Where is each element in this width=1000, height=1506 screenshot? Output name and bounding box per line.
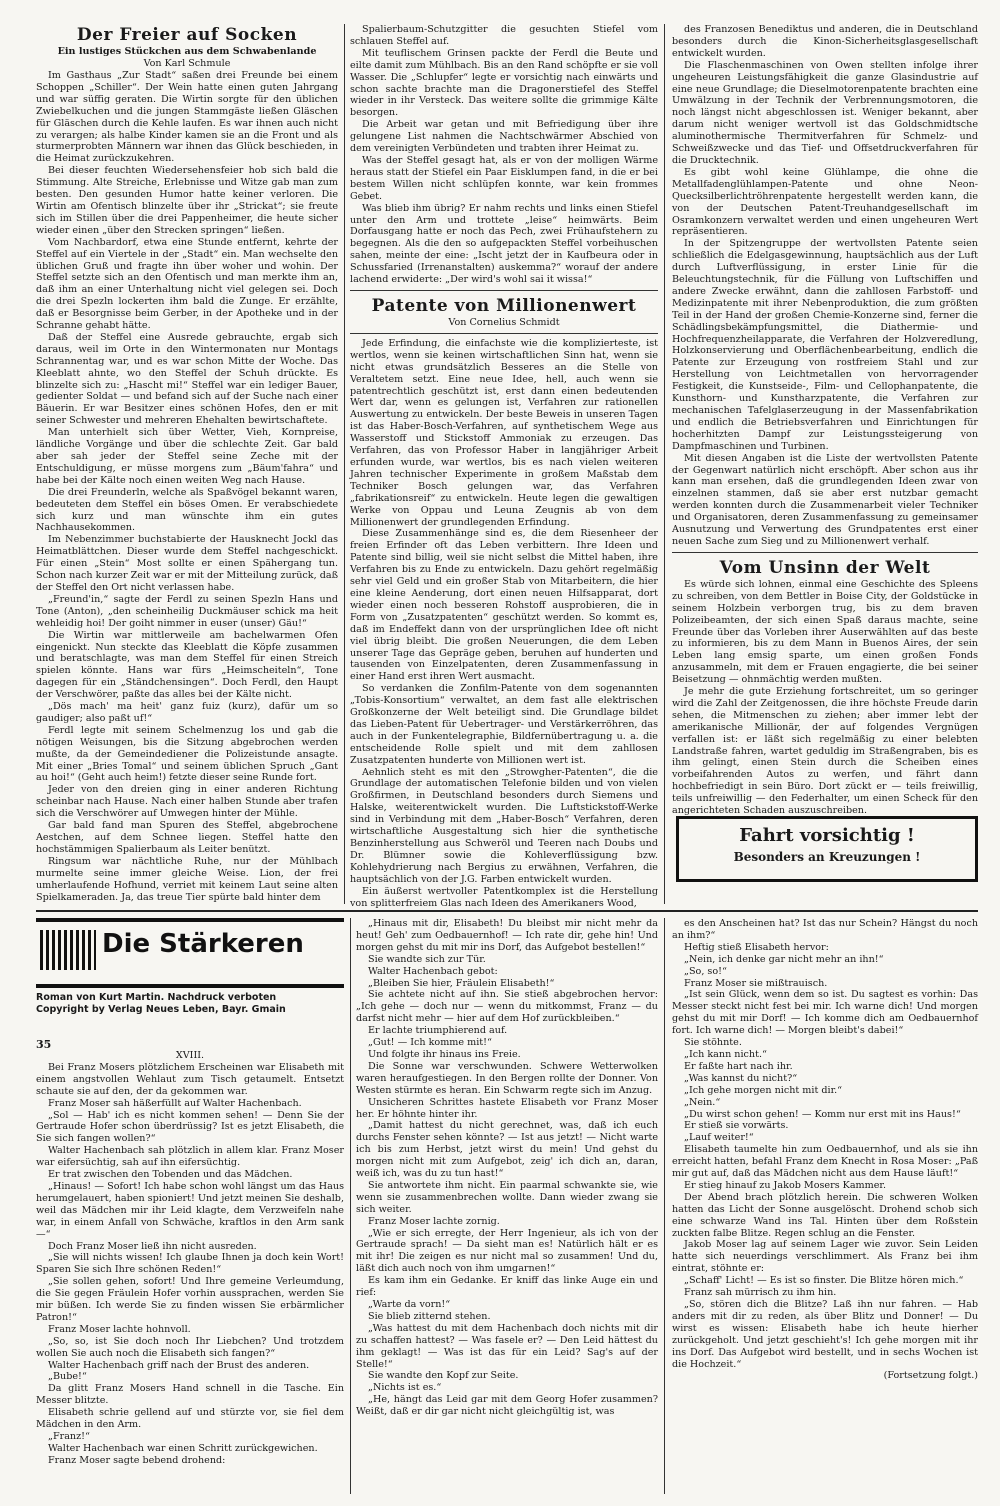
paragraph: Da glitt Franz Mosers Hand schnell in die Tasche. Ein Messer blitzte. (36, 1383, 344, 1407)
paragraph: Spalierbaum-Schutzgitter die gesuchten Stiefel vom schlauen Steffel auf. (350, 24, 658, 47)
paragraph: „Gut! — Ich komme mit!“ (368, 1037, 492, 1049)
paragraph: Sie achtete nicht auf ihn. Sie stieß abgebrochen hervor: „Ich gehe — doch nur — wenn du mitkommst, Franz — du darfst nicht mehr — hier auf dem Hof zurückbleiben.“ (356, 989, 658, 1025)
story-title: Der Freier auf Socken (76, 25, 298, 45)
paragraph: Er stieß sie vorwärts. (684, 1120, 789, 1132)
paragraph: es den Anscheinen hat? Ist das nur Schein? Hängst du noch an ihm?“ (672, 918, 978, 941)
paragraph: „Nein.“ (684, 1096, 721, 1108)
paragraph: „Was kannst du nicht?“ (684, 1072, 798, 1084)
chapter-heading: XVIII. (175, 1050, 205, 1061)
paragraph: Franz sah mürrisch zu ihm hin. (684, 1287, 837, 1299)
paragraph: Bei Franz Mosers plötzlichem Erscheinen war Elisabeth mit einem angstvollen Wehlaut zum Tisch getaumelt. Entsetzt schaute sie auf den, der da gekommen war. (36, 1061, 344, 1097)
paragraph: So verdanken die Zonfilm-Patente von dem sogenannten „Tobis-Konsortium“ verwaltet, an dem fast alle elektrischen Großkonzerne der Welt beteiligt sind. Die Grundlage bildet das Lieben-Patent für Uebertrager- und Verstärkerröhren, das auch in der Funkentelegraphie, Bildfernübertragung u. a. die entscheidende Rolle spielt und mit dem zahllosen Zusatzpatenten hunderte von Millionen wert ist. (350, 683, 658, 766)
article-unsinn-title: Vom Unsinn der Welt (719, 557, 931, 578)
paragraph: „So, stören dich die Blitze? Laß ihn nur fahren. — Hab anders mit dir zu reden, als über Blitz und Donner! — Du wirst es wissen: Elisabeth habe ich heute hierher zurückgeholt. Und jetzt geschieht's! Ich gehe morgen mit ihr ins Dorf. Das Aufgebot wird bestellt, und in sechs Wochen ist die Hochzeit.“ (672, 1299, 978, 1370)
paragraph: Ringsum war nächtliche Ruhe, nur der Mühlbach murmelte seine immer gleiche Weise. Lion, der frei umherlaufende Hofhund, verriet mit keinem Laut seine alten Spielkameraden. Ja, das treue Tier spürte bald hinter dem (36, 855, 338, 903)
paragraph: Jede Erfindung, die einfachste wie die komplizierteste, ist wertlos, wenn sie keinen wirtschaftlichen Sinn hat, wenn sie nicht etwas grundsätzlich Besseres an die Stelle von Veraltetem setzt. Eine neue Idee, hell, auch wenn sie patentrechtlich geschützt ist, erst dann einen bedeutenden Wert dar, wenn es gelungen ist, Verfahren zur rationellen Auswertung zu entwickeln. Der beste Beweis in unseren Tagen ist das Haber-Bosch-Verfahren, auf synthetischem Wege aus Wasserstoff und Stickstoff Ammoniak zu erzeugen. Das Verfahren, das von Professor Haber in langjähriger Arbeit erfunden wurde, war wertlos, bis es nach vielen weiteren Jahren technischer Experimente in großem Maßstab dem Techniker Bosch gelungen war, das Verfahren „fabrikationsreif“ zu entwickeln. Heute legen die gewaltigen Werke von Oppau und Leuna Zeugnis ab von dem Millionenwert der grundlegenden Erfindung. (350, 337, 658, 528)
paragraph: Walter Hachenbach gebot: (368, 965, 498, 977)
paragraph: Diese Zusammenhänge sind es, die dem Riesenheer der freien Erfinder oft das Leben verbittern. Ihre Ideen und Patente sind billig, weil sie nicht selbst die Mittel haben, ihre Verfahren bis zu Ende zu entwickeln. Dazu gehört regelmäßig sehr viel Geld und ein großer Stab von Mitarbeitern, die hier eine kleine Aenderung, dort einen neuen Hilfsapparat, dort wieder einen noch besseren Rohstoff ausprobieren, die in Form von „Zusatzpatenten“ geschützt werden. So kommt es, daß im Endeffekt dann von der ursprünglichen Idee oft nicht viel übrig bleibt. Die großen Neuerungen, die dem Leben unserer Tage das Gepräge geben, beruhen auf hunderten und tausenden von Einzelpatenten, deren Zusammenfassung in einer Hand erst ihren Wert ausmacht. (350, 528, 658, 683)
notice-headline: Fahrt vorsichtig ! (739, 825, 915, 846)
paragraph: Unsicheren Schrittes hastete Elisabeth vor Franz Moser her. Er höhnte hinter ihr. (356, 1096, 658, 1120)
article-divider (350, 290, 658, 291)
serial-title: Die Stärkeren (102, 929, 304, 959)
paragraph: Ein äußerst wertvoller Patentkomplex ist die Herstellung von splitterfreiem Glas nach Ideen des Amerikaners Wood, (350, 885, 658, 909)
paragraph: Franz Moser lachte hohnvoll. (48, 1323, 191, 1335)
continuation-note: (Fortsetzung folgt.) (883, 1370, 978, 1382)
paragraph: Es kam ihm ein Gedanke. Er kniff das linke Auge ein und rief: (356, 1275, 658, 1299)
paragraph: Die Sonne war verschwunden. Schwere Wetterwolken waren heraufgestiegen. In den Bergen rollte der Donner. Von Westen stürmte es heran. Ein Schwarm regte sich im Anzug. (356, 1060, 658, 1096)
paragraph: In der Spitzengruppe der wertvollsten Patente seien schließlich die Edelgasgewinnung, hauptsächlich aus der Luft durch Luftverflüssigung, in erster Linie für die Beleuchtungstechnik, für die Füllung von Luftschiffen und andere Zwecke erwähnt, dann die zahllosen Farbstoff- und Medizinpatente mit ihrer Nebenproduktion, die zum größten Teil in der Hand der großen Chemie-Konzerne sind, ferner die Schädlingsbekämpfungsmittel, die Diathermie- und Hochfrequenzheilapparate, die Verfahren der Holzveredlung, Holzkonservierung und Oberflächenbearbeitung, endlich die Patente zur Erzeugung von rostfreiem Stahl und zur Herstellung von Leichtmetallen von hervorragender Festigkeit, die Kunstseide-, Film- und Cellophanpatente, die Kunsthorn- und Kunstharzpatente, die Verfahren zur mechanischen Tafelglaserzeugung in der Massenfabrikation und endlich die Betriebsverfahren und Einrichtungen für hocherhitzten Dampf zur Leistungssteigerung von Dampfmaschinen und Turbinen. (672, 238, 978, 452)
column-rule (664, 24, 665, 904)
paragraph: „Bleiben Sie hier, Fräulein Elisabeth!“ (368, 977, 555, 989)
paragraph: Elisabeth taumelte hin zum Oedbauernhof, und als sie ihn erreicht hatten, befahl Franz dem Knecht in Rosa Moser: „Paß mir gut auf, daß das Mädchen nicht aus dem Hause läuft!“ (672, 1144, 978, 1180)
serial-column-1 (36, 1050, 344, 1494)
paragraph: Franz Moser lachte zornig. (368, 1215, 500, 1227)
paragraph: „Hinaus! — Sofort! Ich habe schon wohl längst um das Haus herumgelauert, haben spioniert! Und jetzt meinen Sie deshalb, weil das Mädchen mir ihr Leid klagte, dem Verzweifeln nahe war, in einem Anfall von Schwäche, kraftlos in den Arm sank —“ (36, 1180, 344, 1240)
column-rule (664, 918, 665, 1494)
paragraph: Die drei Freunderln, welche als Spaßvögel bekannt waren, bedeuteten dem Steffel ein böses Omen. Er verabschiedete sich kurz und man wünschte ihm ein gutes Nachhausekommen. (36, 486, 338, 534)
paragraph: „Du wirst schon gehen! — Komm nur erst mit ins Haus!“ (684, 1108, 961, 1120)
serial-masthead (36, 918, 344, 988)
paragraph: Im Gasthaus „Zur Stadt“ saßen drei Freunde bei einem Schoppen „Schiller“. Der Wein hatte einen guten Jahrgang und war süffig geraten. Die Wirtin sorgte für den üblichen Zwiebelkuchen und die jungen Stammgäste ließen Gläschen für Gläschen durch die Kehle laufen. Es war ihnen auch nicht zu verargen; als halbe Kinder kamen sie an die Front und als sturmerprobten Männern war ihnen das Glück beschieden, in die Heimat zurückzukehren. (36, 70, 338, 165)
paragraph: „Dös mach' ma heit' ganz fuiz (kurz), dafür um so gaudiger; also paßt uf!“ (36, 701, 338, 724)
story-subtitle: Ein lustiges Stückchen aus dem Schwabenlande (57, 46, 317, 57)
paragraph: Es gibt wohl keine Glühlampe, die ohne die Metallfadenglühlampen-Patente und ohne Neon-Quecksilberlichtröhrenpatente hergestellt werden kann, die von der Deutschen Patent-Treuhandgesellschaft im Osramkonzern verwaltet werden und einen ungeheuren Wert repräsentieren. (672, 166, 978, 238)
paragraph: „Ich kann nicht.“ (684, 1048, 767, 1060)
paragraph: Daß der Steffel eine Ausrede gebrauchte, ergab sich daraus, weil im Orte in den Wintermonaten nur Montags Schrannentag war, und es war schon Mitte der Woche. Das Kleeblatt ahnte, wo den Steffel der Schuh drückte. Es blinzelte sich zu: „Hascht mi!“ Steffel war ein lediger Bauer, gedienter Soldat — und befand sich auf der Suche nach einer Bäuerin. Er war Besitzer eines schönen Hofes, den er mit seiner Schwester und mehreren Ehehalten bewirtschaftete. (36, 331, 338, 427)
paragraph: „Ist sein Glück, wenn dem so ist. Du sagtest es vorhin: Das Messer steckt nicht fest bei mir. Ich warne dich! Und morgen gehst du mit mir Dorf! — Ich komme dich am Oedbauernhof fort. Ich warne dich! — Morgen bleibt's dabei!“ (672, 989, 978, 1037)
paragraph: Walter Hachenbach war einen Schritt zurückgewichen. (48, 1442, 318, 1454)
paragraph: „Lauf weiter!“ (684, 1132, 754, 1144)
paragraph: „Sie sollen gehen, sofort! Und Ihre gemeine Verleumdung, die Sie gegen Fräulein Hofer vorhin aussprachen, werden Sie mir büßen. Ich werde Sie zu finden wissen Sie erbärmlicher Patron!“ (36, 1276, 344, 1323)
story-continuation-column (350, 24, 658, 909)
serial-column-3 (672, 918, 978, 1494)
paragraph: des Franzosen Benediktus und anderen, die in Deutschland besonders durch die Kinon-Sicherheitsglasgesellschaft entwickelt wurden. (672, 24, 978, 59)
serial-credits (36, 992, 344, 1016)
paragraph: Aehnlich steht es mit den „Strowgher-Patenten“, die die Grundlage der automatischen Telefonie bilden und von vielen Großfirmen, in Deutschland besonders durch Siemens und Halske, weiterentwickelt wurden. Die Luftstickstoff-Werke sind in Verbindung mit dem „Haber-Bosch“ Verfahren, deren wirtschaftliche Ausgestaltung sich hier die synthetische Benzinherstellung aus Schweröl und Teeren nach Doubs und Dr. Blümner sowie die Kohleverflüssigung bzw. Kohlehydrierung nach Bergius zu erwähnen, Verfahren, die hauptsächlich von der J.G. Farben entwickelt wurden. (350, 766, 658, 885)
paragraph: „Warte da vorn!“ (368, 1299, 451, 1310)
paragraph: Sie wandte sich zur Tür. (368, 953, 486, 965)
paragraph: Er stieg hinauf zu Jakob Mosers Kammer. (684, 1179, 887, 1191)
paragraph: Vom Nachbardorf, etwa eine Stunde entfernt, kehrte der Steffel auf ein Viertele in der „Stadt“ ein. Man wechselte den üblichen Gruß und fragte ihn über woher und wohin. Der Steffel setzte sich an den Ofentisch und man merkte ihm an, daß ihm an einer Unterhaltung nicht viel gelegen sei. Doch die drei Spezln lockerten ihm bald die Zunge. Er erzählte, daß er Besorgnisse beim Gerber, in der Apotheke und in der Schranne gehabt hätte. (36, 236, 338, 332)
paragraph: „Nichts ist es.“ (368, 1382, 442, 1394)
paragraph: Elisabeth schrie gellend auf und stürzte vor, sie fiel dem Mädchen in den Arm. (36, 1407, 344, 1431)
article-divider (350, 333, 658, 334)
paragraph: Sie wandte den Kopf zur Seite. (368, 1370, 519, 1382)
paragraph: Sie blieb zitternd stehen. (368, 1310, 491, 1322)
column-rule (350, 918, 351, 1494)
installment-number: 35 (36, 1038, 52, 1051)
paragraph: Heftig stieß Elisabeth hervor: (684, 941, 829, 953)
paragraph: Er trat zwischen den Tobenden und das Mädchen. (48, 1169, 293, 1181)
paragraph: Walter Hachenbach griff nach der Brust des anderen. (48, 1359, 310, 1371)
paragraph: Sie antwortete ihm nicht. Ein paarmal schwankte sie, wie wenn sie zusammenbrechen wollte. Dann wieder zwang sie sich weiter. (356, 1179, 658, 1215)
paragraph: Er faßte hart nach ihr. (684, 1060, 793, 1072)
paragraph: Was der Steffel gesagt hat, als er von der molligen Wärme heraus statt der Stiefel ein Paar Eisklumpen fand, in die er bei bestem Willen nicht schlüpfen konnte, war kein frommes Gebet. (350, 154, 658, 202)
article-divider (672, 552, 978, 553)
paragraph: Ferdl legte mit seinem Schelmenzug los und gab die nötigen Weisungen, bis die Sitzung abgebrochen werden mußte, da der Gemeindediener die Polizeistunde ansagte. Mit einer „Bries Tomal“ und seinem üblichen Spruch „Gant au hoi!“ (Geht auch heim!) fetzte dieser seine Runde fort. (36, 724, 338, 784)
paragraph: Je mehr die gute Erziehung fortschreitet, um so geringer wird die Zahl der Zeitgenossen, die ihre höchste Freude darin sehen, die Mitmenschen zu ziehen; aber immer lebt der amerikanische Millionär, der auf folgendes Vergnügen verfallen ist: er läßt sich regelmäßig zu einer belebten Landstraße fahren, wartet geduldig im Straßengraben, bis es ihm gelingt, einen Stein durch die Scheiben eines vorbeifahrenden Autos zu werfen, und fährt dann hochbefriedigt in sein Büro. Dort zückt er — teils freiwillig, teils unfreiwillig — den Federhalter, um einen Scheck für den angerichteten Schaden auszuschreiben. (672, 686, 978, 817)
paragraph: „So, so!“ (684, 965, 727, 977)
paragraph: Die Flaschenmaschinen von Owen stellten infolge ihrer ungeheuren Leistungsfähigkeit die ganze Glasindustrie auf eine neue Grundlage; die Dieselmotorenpatente brachten eine Umwälzung in der Technik der Verbrennungsmotoren, die noch längst nicht abgeschlossen ist. Weniger bekannt, aber darum nicht weniger wertvoll ist das Goldschmidtsche aluminothermische Thermitverfahren für Schmelz- und Schweißzwecke und das Tief- und Offsetdruckverfahren für die Drucktechnik. (672, 59, 978, 166)
article-patents-author: Von Cornelius Schmidt (448, 316, 560, 328)
article-patents-title: Patente von Millionenwert (371, 295, 637, 316)
section-divider (36, 910, 978, 912)
paragraph: Sie stöhnte. (684, 1037, 742, 1049)
paragraph: „Franz!“ (48, 1431, 90, 1442)
paragraph: „Wie er sich erregte, der Herr Ingenieur, als ich von der Gertraude sprach! — Da sieht man es! Natürlich hält er es mit ihr! Die zeigen es nur nicht mal so zusammen! Und du, läßt dich auch noch von ihm umgarnen!“ (356, 1227, 658, 1275)
paragraph: Walter Hachenbach sah plötzlich in allem klar. Franz Moser war eifersüchtig, sah auf ihn eifersüchtig. (36, 1145, 344, 1169)
paragraph: Es würde sich lohnen, einmal eine Geschichte des Spleens zu schreiben, von dem Bettler in Boise City, der Goldstücke in seinem Holzbein verborgen trug, bis zu dem braven Polizeibeamten, der sich einen Spaß daraus machte, seine Freunde über das Vorleben ihrer Auserwählten auf das beste zu informieren, bis zu dem Mann in Buenos Aires, der sein Leben lang emsig sparte, um einen großen Fonds anzusammeln, mit dem er Frauen engagierte, die bei seiner Beisetzung — ohnmächtig werden mußten. (672, 578, 978, 686)
paragraph: Was blieb ihm übrig? Er nahm rechts und links einen Stiefel unter den Arm und trottete „leise“ heimwärts. Beim Dorfausgang hatte er noch das Pech, zwei Frühaufstehern zu begegnen. Als die den so aufgepackten Steffel vorbeihuschen sahen, meinte der eine: „Ischt jetzt der in Kaufbeura oder in Schussfaried (Irrenanstalten) auskemma?“ worauf der andere lachend erwiderte: „Der wird's wohl sai it wissa!“ (350, 202, 658, 286)
paragraph: „Ich gehe morgen nicht mit dir.“ (684, 1084, 843, 1096)
paragraph: „Bube!“ (48, 1371, 87, 1383)
paragraph: Gar bald fand man Spuren des Steffel, abgebrochene Aestchen, auf dem Schnee liegen. Steffel hatte den hochstämmigen Spalierbaum als Leiter benützt. (36, 820, 338, 855)
paragraph: Jeder von den dreien ging in einer anderen Richtung scheinbar nach Hause. Nach einer halben Stunde aber trafen sich die Verschwörer auf Umwegen hinter der Mühle. (36, 784, 338, 820)
masthead-bars-graphic (40, 930, 96, 970)
paragraph: Mit diesen Angaben ist die Liste der wertvollsten Patente der Gegenwart natürlich nicht erschöpft. Aber schon aus ihr kann man ersehen, daß die grundlegenden Ideen zwar von einzelnen stammen, daß sie aber erst nutzbar gemacht werden konnten durch die Zusammenarbeit vieler Techniker und Organisatoren, deren Zusammenfassung zu gemeinsamer Ausnutzung und Verwertung des Grundpatentes erst einer neuen Sache zum Sieg und zu Millionenwert verhalf. (672, 452, 978, 547)
story-freier-column (36, 24, 338, 904)
paragraph: „So, so, ist Sie doch noch Ihr Liebchen? Und trotzdem wollen Sie auch noch die Elisabeth sich fangen?“ (36, 1335, 344, 1359)
paragraph: Und folgte ihr hinaus ins Freie. (368, 1048, 521, 1060)
paragraph: Der Abend brach plötzlich herein. Die schweren Wolken hatten das Licht der Sonne ausgelöscht. Drohend schob sich eine schwarze Wand ins Tal. Hinten über dem Roßstein zuckten falbe Blitze. Regen schlug an die Fenster. (672, 1191, 978, 1239)
serial-credit-line: Roman von Kurt Martin. Nachdruck verboten (36, 992, 277, 1003)
paragraph: „Sol — Hab' ich es nicht kommen sehen! — Denn Sie der Gertraude Hofer schon überdrüssig? Ist es jetzt Elisabeth, die Sie sich fangen wollen?“ (36, 1109, 344, 1145)
paragraph: Die Arbeit war getan und mit Befriedigung über ihre gelungene List nahmen die Nachtschwärmer Abschied von dem vereinigten Verbündeten und trabten ihrer Heimat zu. (350, 119, 658, 155)
paragraph: Mit teuflischem Grinsen packte der Ferdl die Beute und eilte damit zum Mühlbach. Bis an den Rand schöpfte er sie voll Wasser. Die „Schlupfer“ legte er vorsichtig nach einwärts und schon sachte brachte man die Dragonerstiefel des Steffel wieder in ihr Versteck. Das weitere sollte die grimmige Kälte besorgen. (350, 47, 658, 119)
paragraph: „He, hängt das Leid gar mit dem Georg Hofer zusammen? Weißt, daß er dir gar nicht nicht gleichgültig ist, was (356, 1394, 658, 1418)
paragraph: Er lachte triumphierend auf. (368, 1025, 508, 1037)
paragraph: Franz Moser sagte bebend drohend: (48, 1454, 226, 1466)
serial-copyright-line: Copyright by Verlag Neues Leben, Bayr. Gmain (36, 1004, 286, 1015)
notice-subline: Besonders an Kreuzungen ! (733, 850, 921, 864)
paragraph: Franz Moser sah häßerfüllt auf Walter Hachenbach. (48, 1097, 302, 1109)
story-author: Von Karl Schmule (143, 58, 231, 69)
paragraph: „Hinaus mit dir, Elisabeth! Du bleibst mir nicht mehr da heut! Geh' zum Oedbauernhof! — Ich rate dir, gehe hin! Und morgen gehst du mit mir ins Dorf, das Aufgebot bestellen!“ (356, 918, 658, 953)
paragraph: „Sie will nichts wissen! Ich glaube Ihnen ja doch kein Wort! Sparen Sie sich Ihre schönen Reden!“ (36, 1252, 344, 1276)
traffic-safety-notice (676, 816, 978, 882)
serial-column-2 (356, 918, 658, 1494)
paragraph: Man unterhielt sich über Wetter, Vieh, Kornpreise, ländliche Vorgänge und über die schlechte Zeit. Gar bald aber sah jeder der Steffel seine Zeche mit der Entschuldigung, er müsse morgens zum „Bäum'fahra“ und habe bei der Kälte noch einen weiten Weg nach Hause. (36, 427, 338, 486)
paragraph: „Damit hattest du nicht gerechnet, was, daß ich euch durchs Fenster sehen könnte? — Ist aus jetzt! — Nicht warte ich bis zum Herbst, jetzt wirst du mein! Und gehst du morgen nicht mit zum Aufgebot, zeig' ich dich an, daran, weiß ich, was du zu tun hast!“ (356, 1120, 658, 1180)
paragraph: „Schaff' Licht! — Es ist so finster. Die Blitze hören mich.“ (684, 1275, 964, 1287)
paragraph: „Nein, ich denke gar nicht mehr an ihn!“ (684, 953, 884, 965)
column-rule (344, 24, 345, 904)
paragraph: Die Wirtin war mittlerweile am bachelwarmen Ofen eingenickt. Nun steckte das Kleeblatt die Köpfe zusammen und beratschlagte, was man dem Steffel für einen Streich spielen könnte. Hans war fürs „Heimscheiteln“, Tone dagegen für ein „Ständchensingen“. Doch Ferdl, den Haupt der Verschwörer, paßte das alles bei der Kälte nicht. (36, 629, 338, 701)
paragraph: Jakob Moser lag auf seinem Lager wie zuvor. Sein Leiden hatte sich neuerdings verschlimmert. Als Franz bei ihm eintrat, stöhnte er: (672, 1239, 978, 1275)
paragraph: „Freund'in,“ sagte der Ferdl zu seinen Spezln Hans und Tone (Anton), „den scheinheilig Duckmäuser schick ma heit wehleidig hoi! Der goiht nimmer in euser (unser) Gäu!“ (36, 593, 338, 629)
paragraph: Franz Moser sie mißtrauisch. (684, 977, 828, 989)
patents-continuation-column (672, 24, 978, 817)
paragraph: Im Nebenzimmer buchstabierte der Hausknecht Jockl das Heimatblättchen. Dieser wurde dem Steffel nachgeschickt. Für einen „Stein“ Most sollte er einen Spähergang tun. Schon nach kurzer Zeit war er mit der Mitteilung zurück, daß der Steffel den Ort nicht verlassen habe. (36, 534, 338, 593)
paragraph: Bei dieser feuchten Wiedersehensfeier hob sich bald die Stimmung. Alte Streiche, Erlebnisse und Witze gab man zum besten. Den gesunden Humor hatte keiner verloren. Die Wirtin am Ofentisch blinzelte über ihr „Strickat“; sie freute sich im Stillen über die drei Pappenheimer, die heute sicher wieder einen „über den Strecken springen“ ließen. (36, 165, 338, 236)
paragraph: „Was hattest du mit dem Hachenbach doch nichts mit dir zu schaffen hattest? — Was fasele er? — Den Leid hättest du ihm geklagt! — Was ist das für ein Leid? Sag's auf der Stelle!“ (356, 1322, 658, 1370)
paragraph: Doch Franz Moser ließ ihn nicht ausreden. (48, 1240, 257, 1252)
